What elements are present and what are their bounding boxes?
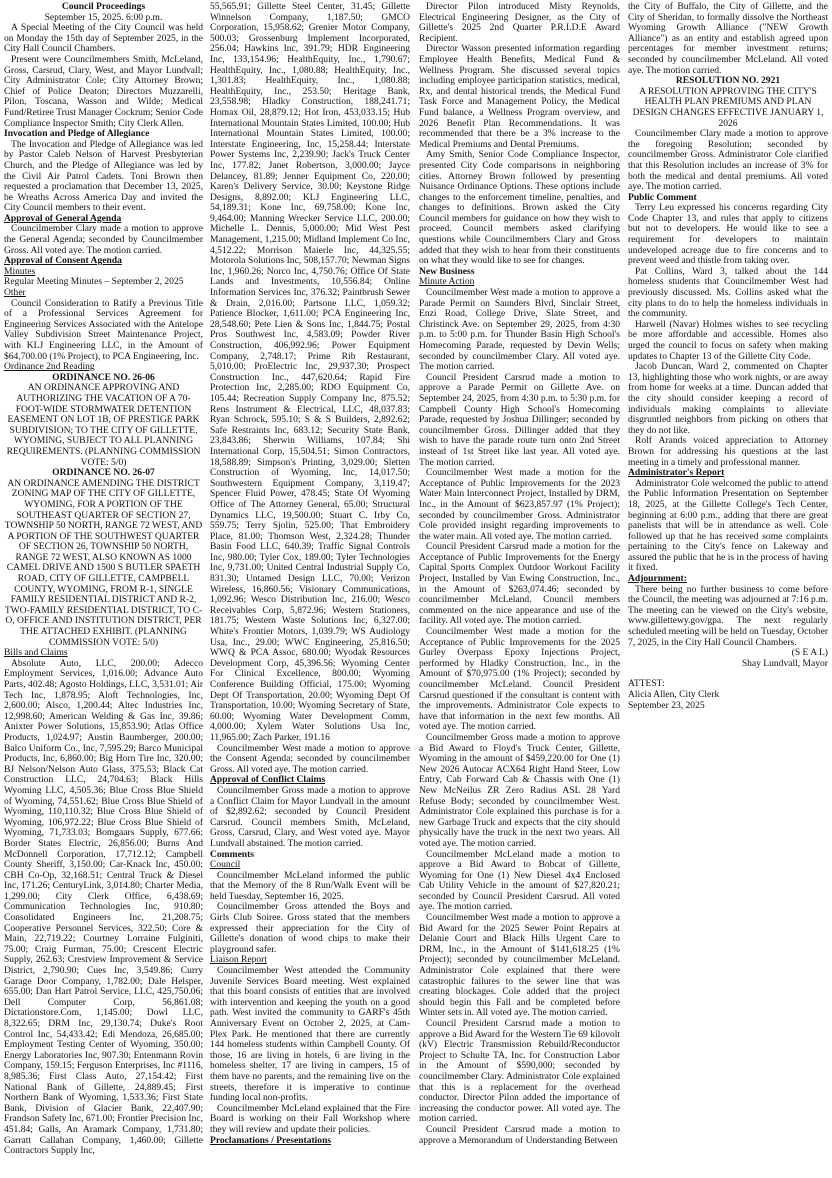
motion-5: Councilmember West made a motion for the Acceptance of Public Improvements for the 2025 Gurley Overpass Epoxy Injections Project, performed by Hladky Construction, Inc., in the Amount of $70,975.00 (1% Project); seconded by councilmember McLeland. Council President Carsrud questioned if the consultant is content with the improvements. Administrator Cole expects to have that information in the next few months. All voted aye. The motion carried. [419,626,620,733]
public-comment-3: Harwell (Navar) Holmes wishes to see recycling be more affordable and accessible. Homes also urged the council to focus on safety when making updates to Chapter 13 of the Gillette City Code. [628,318,828,362]
column-1 [4,2,203,1176]
resolution-motion: Councilmember Clary made a motion to approve the foregoing Resolution; seconded by councilmember Gross. Administrator Cole clarified that this Resolution includes an increase of 3% for both the medical and dental premiums. All voted aye. The motion carried. [628,128,828,193]
bills-list: Absolute Auto, LLC, 200.00; Adecco Employment Services, 1,016.00; Advance Auto Parts, 402.48; Agosto Holdings, LLC, 3,531.01; Air Tech Inc, 1,878.95; Aloft Technologies, Inc, 2,600.00; Alsco, 1,200.44; Altec Industries Inc, 12,998.60; American Welding & Gas Inc, 39.86; Anixter Power Solutions, 15,853.90; Atlas Office Products, 1,024.97; Austin Baumberger, 200.00; Balco Uniform Co., Inc, 7,595.29; Barco Municipal Products, Inc, 6,860.00; Big Horn Tire Inc, 320.00; BJ Nelson/Nelson Auto Glass, 375.53; Black Cat Construction LLC, 24,704.63; Black Hills Wyoming LLC, 4,505.36; Blue Cross Blue Shield of Wyoming, 74,551.62; Blue Cross Blue Shield of Wyoming, 110,110.32; Blue Cross Blue Shield of Wyoming, 106,972.22; Blue Cross Blue Shield of Wyoming, 71,733.03; Bomgaars Supply, 677.66; Border States Electric, 26,856.00; Burns And McDonnell Corporation, 17,712.12; Campbell County Sheriff, 3,150.00; Car-Knack Inc, 450.00; CBH Co-Op, 32,168.51; Central Truck & Diesel Inc, 171.26; CenturyLink, 3,014.80; Charter Media, 1,299.00; City Clerk Office, 6,438.69; Communication Technologies Inc, 910.80; Consolidated Engineers Inc, 21,208.75; Cooperative Personnel Services, 322.50; Core & Main, 22,719.22; Courtney Lorraine Fulginiti, 75.00; Craig Furman, 75.00; Crescent Electric Supply, 262.63; Crestview Improvement & Service District, 2,790.90; Cues Inc, 3,549.86; Curry Garage Door Company, 1,782.00; Dale Helsper, 655.00; Dan Hart Patrol Service, LLC, 425,750.06; Dell Computer Corp, 56,861.08; Dictationstore.Com, 1,145.00; Dowl LLC, 8,322.65; DRM Inc, 29,130.74; Duke's Root Control Inc, 54,433.42; Edi Mendoza, 26,685.00; Employment Testing Center of Wyoming, 350.00; Energy Laboratories Inc, 907.30; Entenmann Rovin Company, 159.15; Ferguson Enterprises, Inc #1116, 8,985.36; First Class Auto, 27,154.42; First National Bank of Gillette, 24,889.45; First Northern Bank of Wyoming, 1,533.36; First State Bank, Division of Glacier Bank, 22,407.90; Frandson Safety Inc, 671.00; Frontier Precision Inc, 451.84; Galls, An Aramark Company, 1,731.80; Garratt Callahan Company, 1,460.00; Gillette Contractors Supply Inc, [4,657,203,1157]
public-comment-heading: Public Comment [628,191,697,203]
public-comment-1: Terry Leu expressed his concerns regarding City Code Chapter 13, and rules that apply to citizens but not to developers. He would like to see a requirement for developers to maintain undeveloped acreage due to fire concerns and to prevent weed and thistle from taking over. [628,202,828,267]
other-heading: Other [4,287,26,299]
liaison-report-1: Councilmember West attended the Community Juvenile Services Board meeting. West explained that this board consists of entities that are involved with intervention and keeping the youth on a good path. West invited the community to GARF's 45th Anniversary Event on October 2, 2025, at Cam-Plex Park. He mentioned that there are currently 144 homeless students within Campbell County. Of those, 16 are living in hotels, 6 are living in the homeless shelter, 17 are living in campers, 15 of them have no parents, and the remaining live on the streets, therefore it is imperative to continue funding local non-profits. [210,965,410,1104]
motion-7: Councilmember McLeland made a motion to approve a Bid Award to Bobcat of Gillette, Wyoming for One (1) New Diesel 4x4 Enclosed Cab Utility Vehicle in the amount of $27,820.21; seconded by Council President Carsrud. All voted aye. The motion carried. [419,848,620,913]
administrator-report: Administrator Cole welcomed the public to attend the Public Information Presentation on September 18, 2025, at the Gillette College's Tech Center, beginning at 6:00 p.m., adding that there are great panelists that will be in attendance as well. Cole followed up that he has received some complaints pertaining to the City's fence on Lakeway and assured the public that he is in the process of having it fixed. [628,477,828,574]
conflict-claims-heading: Approval of Conflict Claims [210,774,326,786]
ordinance-26-06-title: ORDINANCE NO. 26-06 [52,371,155,383]
intro-paragraph: A Special Meeting of the City Council was held on Monday the 15th day of September 2025, in the City Hall Council Chambers. [4,22,203,55]
adjournment-heading: Adjournment: [628,573,687,585]
ordinance-26-06-body: AN ORDINANCE APPROVING AND AUTHORIZING THE VACATION OF A 70-FOOT-WIDE STORMWATER DETENTION EASEMENT ON LOT 1B, OF PRESTIGE PARK SUBDIVISION; TO THE CITY OF GILLETTE, WYOMING, SUBJECT TO ALL PLANNING REQUIREMENTS. (PLANNING COMMISSION VOTE: 5/0) [6,382,201,468]
column-4 [628,2,828,1176]
column-2 [210,2,410,1176]
consent-agenda-heading: Approval of Consent Agenda [4,255,122,267]
mayor-signature: Shay Lundvall, Mayor [741,657,828,669]
presentation-3: Amy Smith, Senior Code Compliance Inspector, presented City Code comparisons in neighboring cities. Attorney Brown followed by presenting Nuisance Ordinance Options. These options include changes to the enforcement timeline, penalties, and changes to definitions. Brown asked the City Council members for guidance on how they wish to proceed. Council members asked clarifying questions while Councilmembers Clary and Gross added that they wish to hear from their constituents on what they would like to see for changes. [419,149,620,267]
bills-heading: Bills and Claims [4,647,68,659]
column-3 [419,2,620,1176]
motion-8: Councilmember West made a motion to approve a Bid Award for the 2025 Sewer Point Repairs at Delanie Court and Black Hills Urgent Care to DRM, Inc., in the Amount of $141,618.25 (1% Project); seconded by councilmember McLeland. Administrator Cole explained that there were catastrophic failures to the sewer line that was creating blockages. Cole added that the project should begin this Fall and be completed before Winter sets in. All voted aye. The motion carried. [419,912,620,1019]
attendance-paragraph: Present were Councilmembers Smith, McLeland, Gross, Carsrud, Clary, West, and Mayor Lundvall; City Administrator Cole; City Attorney Brown; Chief of Police Deaton; Directors Muzzarelli, Pilon, Toscana, Wasson and Wilde; Medical Fund/Retiree Trust Manager Cockrum; Senior Code Compliance Inspector Smith; City Clerk Allen. [4,53,203,129]
proclamations-heading: Proclamations / Presentations [210,1134,332,1146]
council-comment-2: Councilmember Gross attended the Boys and Girls Club Soiree. Gross stated that the members expressed their appreciation for the City of Gillette's donation of wood chips to make their playground safer. [210,901,410,955]
comments-heading: Comments [210,848,255,860]
liaison-report-2: Councilmember McLeland explained that the Fire Board is working on their Fall Workshop where they will review and update their policies. [210,1102,410,1135]
motion-6: Councilmember Gross made a motion to approve a Bid Award to Floyd's Truck Center, Gillette, Wyoming in the amount of $459,220.00 for One (1) New 2026 Autocar ACX64 Right Hand Steer, Low Entry, Cab Forward Cab & Chassis with One (1) New McNeilus ZR Zero Radius ASL 28 Yard Refuse Body; seconded by councilmember West. Administrator Cole explained this purchase is for a new Garbage Truck and expects that the city should physically have the truck in the next two years. All voted aye. The motion carried. [419,731,620,849]
resolution-body: A RESOLUTION APPROVING THE CITY'S HEALTH PLAN PREMIUMS AND PLAN DESIGN CHANGES EFFECTIVE JANUARY 1, 2026 [632,85,824,129]
minutes-item: Regular Meeting Minutes – September 2, 2025 [4,276,184,288]
presentation-1: Director Pilon introduced Misty Reynolds, Electrical Engineering Designer, as the City of Gillette's 2025 2nd Quarter P.R.I.D.E Award Recipient. [419,2,620,44]
motion-4: Council President Carsrud made a motion for the Acceptance of Public Improvements for the Energy Capital Sports Complex Outdoor Workout Facility Project, Installed by Van Ewing Construction, Inc., in the Amount of $263,074.46; seconded by councilmember McLeland. Council members commented on the nice appearance and use of the facility. All voted aye. The motion carried. [419,541,620,627]
ordinance-reading-heading: Ordinance 2nd Reading [4,361,95,373]
liaison-heading: Liaison Report [210,954,268,966]
invocation-paragraph: The Invocation and Pledge of Allegiance was led by Pastor Caleb Nelson of Harvest Presbyterian Church, and the Pledge of Allegiance was led by the Civil Air Patrol Cadets. Toni Brown then requested a proclamation that December 13, 2025, be Wreaths Across America Day and invited the City Council members to their event. [4,138,203,214]
ordinance-26-07-body: AN ORDINANCE AMENDING THE DISTRICT ZONING MAP OF THE CITY OF GILLETTE, WYOMING, FOR A PORTION OF THE SOUTHEAST QUARTER OF SECTION 27, TOWNSHIP 50 NORTH, RANGE 72 WEST, AND A PORTION OF THE SOUTHWEST QUARTER OF SECTION 26, TOWNSHIP 50 NORTH, RANGE 72 WEST, ALSO KNOWN AS 1000 CAMEL DRIVE AND 1500 S BUTLER SPAETH ROAD, CITY OF GILLETTE, CAMPBELL COUNTY, WYOMING, FROM R-1, SINGLE FAMILY RESIDENTIAL DISTRICT AND R-2, TWO-FAMILY RESIDENTIAL DISTRICT, TO C-O, OFFICE AND INSTITUTION DISTRICT, PER THE ATTACHED EXHIBIT. (PLANNING COMMISSION VOTE: 5/0) [4,477,203,648]
public-comment-4: Jacob Duncan, Ward 2, commented on Chapter 13, highlighting those who work nights, or are away from home for weeks at a time. Duncan added that the city should consider keeping a record of individuals making complaints to alleviate disgruntled neighbors from picking on others that they do not like. [628,361,828,436]
general-agenda-heading: Approval of General Agenda [4,212,122,224]
council-heading: Council [210,859,241,871]
meeting-dateline: September 15, 2025. 6:00 p.m. [44,11,163,23]
invocation-heading: Invocation and Pledge of Allegiance [4,128,150,140]
attest-date: September 23, 2025 [628,699,705,711]
motion-1: Councilmember West made a motion to approve a Parade Permit on Saunders Blvd, Sinclair Street, Enzi Road, College Drive, Slate Street, and Christinck Ave. on September 29, 2025, from 4:30 p.m. to 5:00 p.m. for Thunder Basin High School's Homecoming Parade, requested by Devin Wells; seconded by councilmember Clary. All voted aye. The motion carried. [419,287,620,373]
consent-motion: Councilmember West made a motion to approve the Consent Agenda; seconded by councilmember Gross. All voted aye. The motion carried. [210,742,410,775]
minutes-heading: Minutes [4,265,36,277]
presentation-2: Director Wasson presented information regarding Employee Health Benefits, Medical Fund & Wellness Program. She discussed several topics including employee participation statistics, medical, Rx, and dental historical trends, the Medical Fund Task Force and Management Policy, the Medical Fund balance, a Wellness Program overview, and 2026 Benefit Plan Recommendations. It was recommended that there be a 3% increase to the Medical Premiums and Dental Premiums. [419,43,620,150]
general-agenda-paragraph: Councilmember Clary made a motion to approve the General Agenda; seconded by Councilmember Gross. All voted aye. The motion carried. [4,223,203,256]
proceedings-title: Council Proceedings [61,2,146,12]
new-business-heading: New Business [419,265,475,277]
adjournment-paragraph: There being no further business to come before the Council, the meeting was adjourned at 7:16 p.m. The meeting can be viewed on the City's website, www.gillettewy.gov/gpa. The next regularly scheduled meeting will be held on Tuesday, October 7, 2025, in the City Hall Council Chambers. [628,583,828,648]
motion-9: Council President Carsrud made a motion to approve a Bid Award for the Western Tie 69 kilovolt (kV) Electric Transmission Rebuild/Reconductor Project to Schulte TA, Inc. for Construction Labor in the Amount of $590,000; seconded by councilmember Clary. Administrator Cole explained that this is a replacement for the overhead conductor. Director Pilon added the importance of increasing the conductor power. All voted aye. The motion carried. [419,1018,620,1125]
council-comment-1: Councilmember McLeland informed the public that the Memory of the 8 Run/Walk Event will be held Tuesday, September 16, 2025. [210,869,410,902]
mou-continued: the City of Buffalo, the City of Gillette, and the City of Sheridan, to formally dissolve the Northeast Wyoming Growth Alliance ("NEW Growth Alliance") as an entity and establish agreed upon percentages for member investment returns; seconded by councilmember McLeland. All voted aye. The motion carried. [628,2,828,76]
minute-action-heading: Minute Action [419,276,475,288]
attest-label: ATTEST: [628,678,665,690]
seal: (S E A L) [791,647,828,659]
administrator-report-heading: Administrator's Report [628,467,725,479]
motion-2: Council President Carsrud made a motion to approve a Parade Permit on Gillette Ave. on September 24, 2025, from 4:30 p.m. to 5:30 p.m. for Campbell County High School's Homecoming Parade, requested by Joshua Dillinger; seconded by councilmember Gross. Dillinger added that they wish to have the parade route turn onto 2nd Street instead of 1st Street like last year. All voted aye. The motion carried. [419,371,620,468]
public-comment-2: Pat Collins, Ward 3, talked about the 144 homeless students that Councilmember West had previously discussed. Ms. Collins asked what the city plans to do to help the homeless individuals in the community. [628,265,828,320]
bills-list-continued: 55,565.91; Gillette Steel Center, 31.45; Gillette Winnelson Company, 1,187.50; GMCO Corporation, 15,958.62; Grenier Motor Company, 500.03; Grossenburg Implement Incorporated, 256.04; Hawkins Inc, 391.79; HDR Engineering Inc, 133,154.96; HealthEquity, Inc., 1,790.67; HealthEquity, Inc., 1,080.88; HealthEquity, Inc., 1,301.83; HealthEquity, Inc., 1,080.88; HealthEquity, Inc., 253.50; Heritage Bank, 23,558.98; Hladky Construction, 188,241.71; Homax Oil, 28,879.12; Hot Iron, 453,033.15; Hub International Mountain States Limited, 100.00; Hub International Mountain States Limited, 100.00; Interstate Engineering, Inc, 15,258.44; Interstate Power Systems Inc, 2,239.90; Jack's Truck Center Inc, 177.82; Janet Robertson, 3,000.00; Jayce Delancey, 81.89; Jenner Equipment Co, 220.00; Karen's Delivery Service, 30.00; Keystone Ridge Designs, 8,892.00; KLJ Engineering LLC, 54,189.31; Kone Inc, 69,758.00; Kone Inc, 9,464.00; Manning Wrecker Service LLC, 200.00; Michelle L. Dennis, 5,000.00; Mid West Pest Management, 1,215.00; Midland Implement Co Inc, 4,512.22; Morrison Maierle Inc, 44,325.55; Motorola Solutions Inc, 508,157.70; Newman Signs Inc, 1,960.26; Norco Inc, 4,750.76; Office Of State Lands and Investments, 10,556.84; Online Information Services Inc, 376.32; Paintbrush Sewer & Drain, 2,016.00; Partsone LLC, 1,059.32; Patience Blocker, 1,611.00; PCA Engineering Inc, 28,548.60; Pete Lien & Sons Inc, 1,844.75; Postal Pros Southwest Inc, 4,583.09; Powder River Construction, 406,992.96; Power Equipment Company, 2,748.17; Prime Rib Restaurant, 5,010.00; ProElectric Inc, 29,937.30; Prospect Construction Inc., 447,620.64; Rapid Fire Protection Inc, 2,285.00; RDO Equipment Co, 105.44; Recreation Supply Company Inc, 875.52; Rens Instrument & Electrical, LLC, 48,037.83; Ryan Schrock, 595.10; S & S Builders, 2,892.62; Safe Restraints Inc, 683.12; Security State Bank, 23,843.86; Sherwin Williams, 107.84; Shi International Corp, 15,504.51; Simon Contractors, 18,588.89; Simpson's Printing, 3,029.00; Sletten Construction of Wyoming, Inc, 14,017.50; Southwestern Equipment Company, 3,119.47; Spencer Fluid Power, 478.45; State Of Wyoming Office of The Attorney General, 65.00; Structural Dynamics LLC, 19,500.00; Stuart C. Irby Co, 559.75; Terry Sjolin, 525.00; That Embroidery Place, 81.00; Thomson West, 2,324.28; Thunder Basin Food LLC, 640.39; Traffic Signal Controls Inc, 980.00; Tyler Cox, 189.00; Tyler Technologies Inc, 9,731.00; United Central Industrial Supply Co, 831.30; Untamed Design LLC, 70.00; Verizon Wireless, 16,860.56; Visionary Communications, 1,092.96; Wesco Distribution Inc, 216.00; Wesco Receivables Corp, 5,872.96; Western Stationers, 181.75; Western Waste Solutions Inc, 6,327.00; White's Frontier Motors, 1,039.79; WS Audiology Usa, Inc., 29.00; WWC Engineering, 25,816.50; WWQ & PCA Assoc, 680.00; Wyodak Resources Development Corp, 45,396.56; Wyoming Center For Clinical Excellence, 800.00; Wyoming Conference Building Official, 175.00; Wyoming Dept Of Transportation, 20.00; Wyoming Dept Of Transportation, 10.00; Wyoming Secretary of State, 60.00; Wyoming Water Development Comm, 4,000.00; Xylem Water Solutions Usa Inc, 11,965.00; Zach Parker, 191.16 [210,2,410,743]
city-clerk: Alicia Allen, City Clerk [628,689,720,700]
conflict-claims-paragraph: Councilmember Gross made a motion to approve a Conflict Claim for Mayor Lundvall in the amount of $2,892.62; seconded by Council President Carsrud. Council members Smith, McLeland, Gross, Carsrud, Clary, and West voted aye. Mayor Lundvall abstained. The motion carried. [210,784,410,849]
motion-10: Council President Carsrud made a motion to approve a Memorandum of Understanding Between [419,1123,620,1146]
other-item: Council Consideration to Ratify a Previous Title of a Professional Services Agreement for Engineering Services Associated with the Antelope Valley Subdivision Street Maintenance Project, with KLJ Engineering LLC, in the Amount of $64,700.00 (1% Project), to PCA Engineering, Inc. [4,297,203,362]
public-comment-5: Rolf Arands voiced appreciation to Attorney Brown for addressing his questions at the last meeting in a timely and professional manner. [628,435,828,468]
motion-3: Councilmember West made a motion for the Acceptance of Public Improvements for the 2023 Water Main Interconnect Project, Installed by DRM, Inc., in the Amount of $623,857.97 (1% Project); seconded by councilmember Gross. Administrator Cole provided insight regarding improvements to the water main. All voted aye. The motion carried. [419,467,620,542]
ordinance-26-07-title: ORDINANCE NO. 26-07 [52,467,155,479]
resolution-title: RESOLUTION NO. 2921 [675,75,781,87]
